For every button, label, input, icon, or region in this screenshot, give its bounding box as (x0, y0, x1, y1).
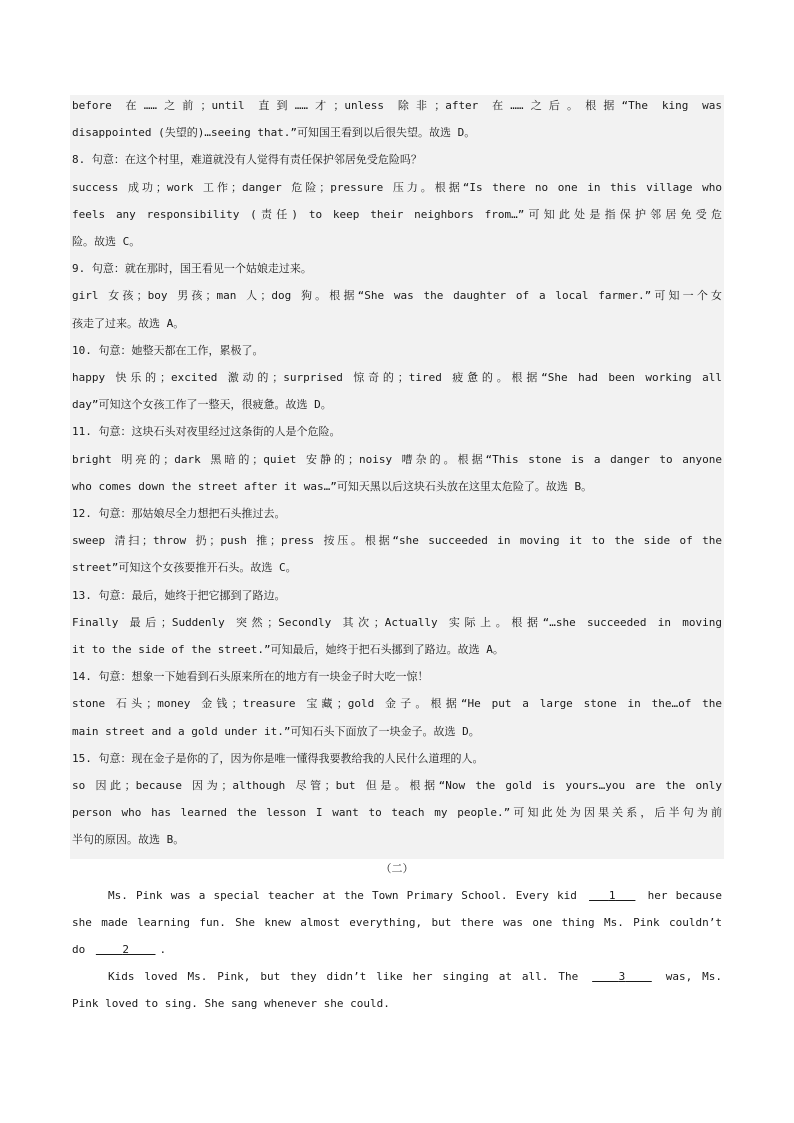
answer-line: 10. 句意：她整天都在工作，累极了。 (72, 344, 264, 357)
answer-line: 12. 句意：那姑娘尽全力想把石头推过去。 (72, 507, 286, 520)
answer-line: 13. 句意：最后，她终于把它挪到了路边。 (72, 589, 286, 602)
answer-line: so 因此；because 因为；although 尽管；but 但是。根据“Now the gold is yours…you are the only (72, 779, 722, 792)
answer-line: 9. 句意：就在那时，国王看见一个姑娘走过来。 (72, 262, 312, 275)
answer-line: 11. 句意：这块石头对夜里经过这条街的人是个危险。 (72, 425, 341, 438)
answer-line: success 成功；work 工作；danger 危险；pressure 压力。根据“Is there no one in this village who (72, 181, 722, 194)
answer-line: Finally 最后；Suddenly 突然；Secondly 其次；Actually 实际上。根据“…she succeeded in moving (72, 616, 722, 629)
answer-line: person who has learned the lesson I want to teach my people.”可知此处为因果关系，后半句为前 (72, 806, 722, 819)
answer-line: 孩走了过来。故选 A。 (72, 317, 185, 330)
answer-line: girl 女孩；boy 男孩；man 人；dog 狗。根据“She was the daughter of a local farmer.”可知一个女 (72, 289, 722, 302)
answer-line: 险。故选 C。 (72, 235, 141, 248)
answer-line: happy 快乐的；excited 激动的；surprised 惊奇的；tired 疲惫的。根据“She had been working all (72, 371, 722, 384)
section-heading: （二） (380, 862, 414, 875)
blank-1: 1 (608, 889, 616, 902)
answer-line: bright 明亮的；dark 黑暗的；quiet 安静的；noisy 嘈杂的。根据“This stone is a danger to anyone (72, 453, 722, 466)
passage-line-4: Kids loved Ms. Pink, but they didn’t like her singing at all. The 3 was, Ms. (108, 970, 722, 983)
answer-line: it to the side of the street.”可知最后，她终于把石头挪到了路边。故选 A。 (72, 643, 504, 656)
answer-line: stone 石头；money 金钱；treasure 宝藏；gold 金子。根据“He put a large stone in the…of the (72, 697, 722, 710)
answer-line: 8. 句意：在这个村里，难道就没有人觉得有责任保护邻居免受危险吗？ (72, 153, 422, 166)
answer-line: 14. 句意：想象一下她看到石头原来所在的地方有一块金子时大吃一惊！ (72, 670, 429, 683)
answer-line: feels any responsibility (责任) to keep their neighbors from…”可知此处是指保护邻居免受危 (72, 208, 722, 221)
answer-line: sweep 清扫；throw 扔；push 推；press 按压。根据“she succeeded in moving it to the side of the (72, 534, 722, 547)
passage-line-5: Pink loved to sing. She sang whenever she could. (72, 997, 390, 1010)
answer-line: 15. 句意：现在金子是你的了，因为你是唯一懂得我要教给我的人民什么道理的人。 (72, 752, 484, 765)
answer-line: 半句的原因。故选 B。 (72, 833, 185, 846)
answer-line: before 在……之前；until 直到……才；unless 除非；after 在……之后。根据“The king was (72, 99, 722, 112)
blank-2: 2 (122, 943, 129, 956)
answer-line: day”可知这个女孩工作了一整天，很疲惫。故选 D。 (72, 398, 332, 411)
blank-3: 3 (618, 970, 626, 983)
answer-line: disappointed (失望的)…seeing that.”可知国王看到以后很失望。故选 D。 (72, 126, 476, 139)
answer-line: street”可知这个女孩要推开石头。故选 C。 (72, 561, 297, 574)
passage-line-3: do 2 . (72, 943, 167, 956)
passage-line-1: Ms. Pink was a special teacher at the Town Primary School. Every kid 1 her because (108, 889, 722, 902)
answer-line: main street and a gold under it.”可知石头下面放了一块金子。故选 D。 (72, 725, 480, 738)
passage-line-2: she made learning fun. She knew almost everything, but there was one thing Ms. Pink couldn’t (72, 916, 722, 929)
answer-line: who comes down the street after it was…”可知天黑以后这块石头放在这里太危险了。故选 B。 (72, 480, 593, 493)
